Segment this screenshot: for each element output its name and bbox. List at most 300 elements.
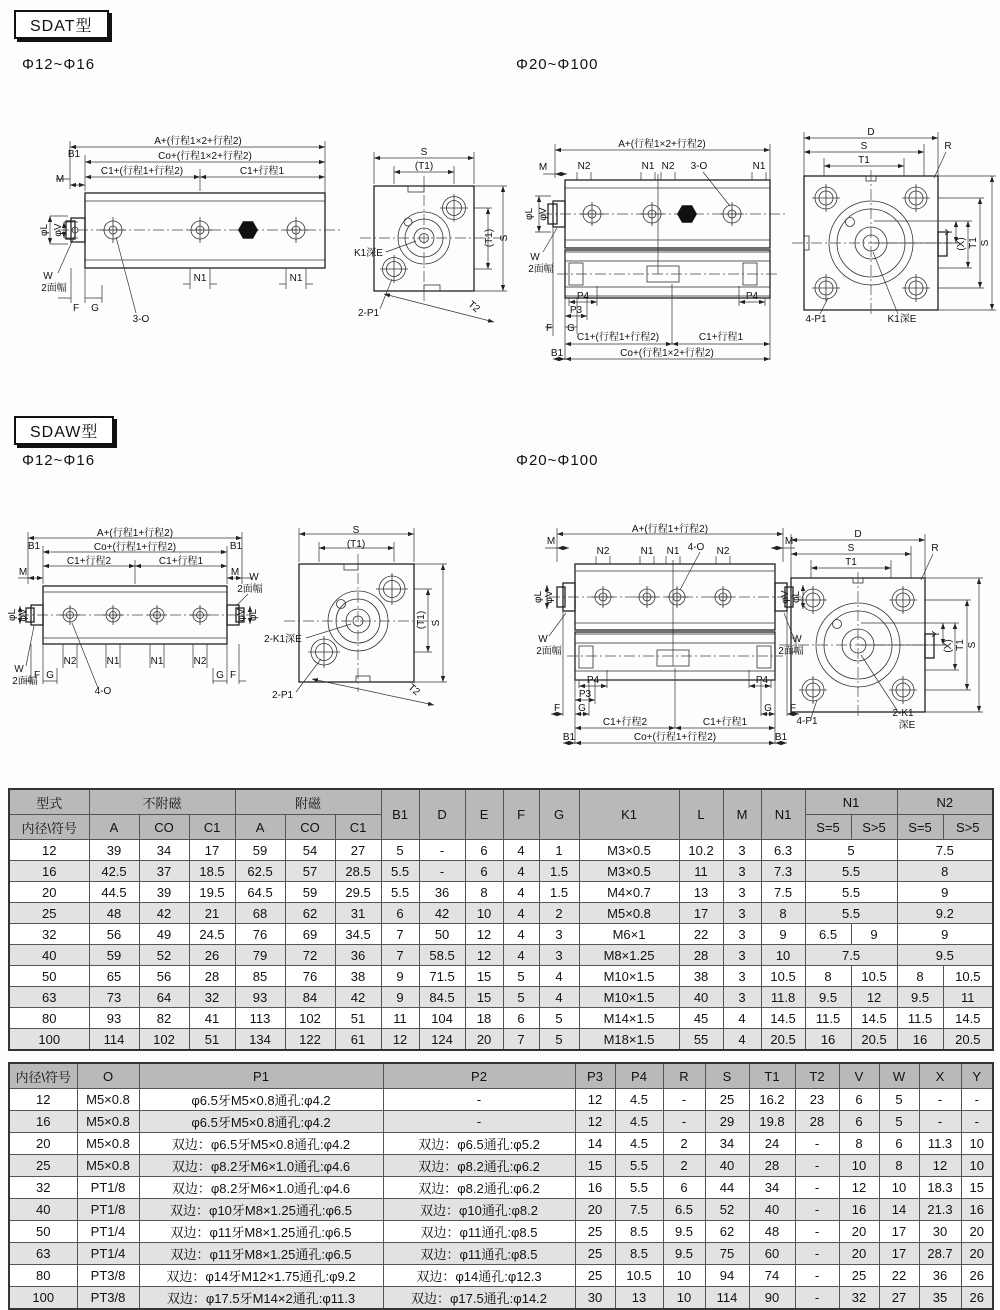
header-col: L xyxy=(679,789,723,840)
table-cell: 7.5 xyxy=(897,840,993,861)
dim-label: φL xyxy=(248,608,259,622)
dim-label: B1 xyxy=(774,732,788,743)
table-cell: 30 xyxy=(919,1221,961,1243)
dim-label: C1+行程2 xyxy=(602,717,648,728)
header-col: P2 xyxy=(383,1063,575,1089)
table-cell: 6 xyxy=(465,840,503,861)
table-cell: 双边：φ11通孔:φ8.5 xyxy=(383,1221,575,1243)
table-cell: 36 xyxy=(919,1265,961,1287)
table-cell: 90 xyxy=(749,1287,795,1310)
dim-label: Co+(行程1×2+行程2) xyxy=(620,348,714,359)
header-col: D xyxy=(419,789,465,840)
table-cell: 4 xyxy=(503,840,539,861)
table-cell: 10 xyxy=(879,1177,919,1199)
table-cell: 28.5 xyxy=(335,861,381,882)
dim-label: (X) xyxy=(943,639,954,653)
table-cell: 50 xyxy=(9,1221,77,1243)
table-cell: 25 xyxy=(575,1265,615,1287)
table-cell: 双边：φ17.5通孔:φ14.2 xyxy=(383,1287,575,1310)
table-cell: 8.5 xyxy=(615,1243,663,1265)
dim-label: S xyxy=(847,543,855,554)
table-cell: 85 xyxy=(235,966,285,987)
table-cell: 4 xyxy=(723,1008,761,1029)
table-cell: φ6.5牙M5×0.8通孔:φ4.2 xyxy=(139,1111,383,1133)
table-cell: 9 xyxy=(761,924,805,945)
dimension-table-ports xyxy=(8,1062,994,1310)
table-cell: 42 xyxy=(419,903,465,924)
dim-label: 2面幅 xyxy=(778,646,804,657)
table-cell: 18 xyxy=(465,1008,503,1029)
table-cell: 双边：φ11通孔:φ8.5 xyxy=(383,1243,575,1265)
dim-label: 2-P1 xyxy=(358,308,380,319)
table-row xyxy=(9,840,993,861)
guide-rail xyxy=(557,250,777,298)
dim-label: A+(行程1×2+行程2) xyxy=(618,139,706,150)
table-cell: 100 xyxy=(9,1029,89,1051)
table-cell: 15 xyxy=(465,966,503,987)
header-col: F xyxy=(503,789,539,840)
table-cell: 9 xyxy=(897,882,993,903)
table-cell: 双边：φ8.2通孔:φ6.2 xyxy=(383,1155,575,1177)
table-cell: 69 xyxy=(285,924,335,945)
table-cell: 63 xyxy=(9,987,89,1008)
dim-label: S xyxy=(980,239,991,247)
table-cell: 2 xyxy=(663,1155,705,1177)
header-col: S xyxy=(705,1063,749,1089)
table-cell: 64 xyxy=(139,987,189,1008)
table-cell: 22 xyxy=(879,1265,919,1287)
table-row xyxy=(9,1265,993,1287)
dim-label: G xyxy=(567,323,575,334)
table-cell: 59 xyxy=(89,945,139,966)
table-cell: PT1/4 xyxy=(77,1221,139,1243)
table-cell: 94 xyxy=(705,1265,749,1287)
sdaw-small-end-drawing xyxy=(264,524,454,709)
table-cell: 15 xyxy=(961,1177,993,1199)
table-cell: PT3/8 xyxy=(77,1265,139,1287)
dim-label: φL xyxy=(533,590,544,604)
header-col: M xyxy=(723,789,761,840)
table-cell: 6.5 xyxy=(805,924,851,945)
dim-label: M xyxy=(55,174,65,185)
table-cell: 37 xyxy=(139,861,189,882)
table-cell: 102 xyxy=(139,1029,189,1051)
table-cell: 双边：φ8.2通孔:φ6.2 xyxy=(383,1177,575,1199)
table-cell: 51 xyxy=(335,1008,381,1029)
table-cell: 8 xyxy=(839,1133,879,1155)
table-cell: 113 xyxy=(235,1008,285,1029)
hex-socket xyxy=(238,221,258,238)
table-cell: 6.3 xyxy=(761,840,805,861)
table-cell: 11.5 xyxy=(897,1008,943,1029)
table-cell: 9.5 xyxy=(897,945,993,966)
table-cell: 82 xyxy=(139,1008,189,1029)
table-cell: 3 xyxy=(723,945,761,966)
table-cell: 74 xyxy=(749,1265,795,1287)
table-cell: 54 xyxy=(285,840,335,861)
sdaw-small-side-drawing xyxy=(7,528,263,706)
dim-label: N2 xyxy=(63,656,77,667)
dim-label: W xyxy=(249,572,259,583)
table-cell: - xyxy=(795,1221,839,1243)
dim-label: N1 xyxy=(641,161,655,172)
table-cell: 4 xyxy=(539,966,579,987)
header-col: T1 xyxy=(749,1063,795,1089)
table-cell: 14.5 xyxy=(851,1008,897,1029)
table-cell: 7 xyxy=(381,924,419,945)
table-cell: 双边：φ6.5牙M5×0.8通孔:φ4.2 xyxy=(139,1133,383,1155)
table-cell: 80 xyxy=(9,1265,77,1287)
table-cell: 5 xyxy=(805,840,897,861)
table-cell: 17 xyxy=(879,1243,919,1265)
table-cell: 84.5 xyxy=(419,987,465,1008)
dim-label: F xyxy=(545,323,553,334)
table-cell: 23 xyxy=(795,1089,839,1111)
table-cell: 4 xyxy=(503,861,539,882)
table-cell: 114 xyxy=(705,1287,749,1310)
table-cell: 93 xyxy=(235,987,285,1008)
dim-label: C1+行程1 xyxy=(239,166,285,177)
table-cell: 双边：φ10牙M8×1.25通孔:φ6.5 xyxy=(139,1199,383,1221)
sdat-large-side-drawing xyxy=(524,138,792,366)
table-cell: 10 xyxy=(839,1155,879,1177)
dim-label: C1+行程1 xyxy=(698,332,744,343)
dim-label: 4-O xyxy=(687,542,705,553)
table-cell: 9.5 xyxy=(897,987,943,1008)
table-cell: 双边：φ8.2牙M6×1.0通孔:φ4.6 xyxy=(139,1177,383,1199)
table-cell: 24 xyxy=(749,1133,795,1155)
table-cell: 28 xyxy=(795,1111,839,1133)
table-cell: 17 xyxy=(879,1221,919,1243)
table-cell: 10 xyxy=(663,1287,705,1310)
table-cell: 32 xyxy=(839,1287,879,1310)
dim-label: (X) xyxy=(956,237,967,251)
table-cell: 8.5 xyxy=(615,1221,663,1243)
table-cell: 48 xyxy=(749,1221,795,1243)
table-cell: - xyxy=(663,1089,705,1111)
bore-range-sdaw-small: Φ12~Φ16 xyxy=(22,452,96,469)
table-cell: 16 xyxy=(961,1199,993,1221)
header-sub: CO xyxy=(285,815,335,840)
table-cell: 5 xyxy=(503,966,539,987)
table-cell: 7 xyxy=(503,1029,539,1051)
header-sub: A xyxy=(235,815,285,840)
table-cell: - xyxy=(919,1111,961,1133)
sdaw-large-side-drawing xyxy=(535,524,805,754)
table-cell: 35 xyxy=(919,1287,961,1310)
table-cell: M18×1.5 xyxy=(579,1029,679,1051)
table-cell: - xyxy=(419,840,465,861)
table-cell: 5.5 xyxy=(615,1155,663,1177)
table-cell: 44.5 xyxy=(89,882,139,903)
table-cell: 32 xyxy=(9,1177,77,1199)
dim-label: N1 xyxy=(752,161,766,172)
table-cell: 12 xyxy=(9,1089,77,1111)
table-cell: 25 xyxy=(705,1089,749,1111)
table-cell: 8 xyxy=(465,882,503,903)
dim-label: F xyxy=(33,670,41,681)
table-cell: PT1/8 xyxy=(77,1177,139,1199)
table-cell: 12 xyxy=(575,1089,615,1111)
table-cell: 10 xyxy=(761,945,805,966)
dim-label: (T1) xyxy=(416,610,427,630)
dim-label: W xyxy=(530,252,540,263)
dim-label: Co+(行程1×2+行程2) xyxy=(158,151,252,162)
dim-label: F xyxy=(229,670,237,681)
table-cell: 4 xyxy=(503,945,539,966)
table-cell: 6 xyxy=(465,861,503,882)
table-cell: 38 xyxy=(679,966,723,987)
table-cell: 10.5 xyxy=(943,966,993,987)
table-cell: 3 xyxy=(723,966,761,987)
dim-label: 2-K1深E xyxy=(264,634,302,645)
sdat-small-side-drawing xyxy=(38,133,353,358)
table-cell: 16 xyxy=(805,1029,851,1051)
dim-label: S xyxy=(420,147,428,158)
header-sub: C1 xyxy=(335,815,381,840)
table-cell: 42 xyxy=(139,903,189,924)
table-cell: 21.3 xyxy=(919,1199,961,1221)
table-cell: 24.5 xyxy=(189,924,235,945)
table-cell: 4 xyxy=(503,882,539,903)
dim-label: B1 xyxy=(550,348,564,359)
table-row xyxy=(9,1029,993,1051)
dim-label: D xyxy=(867,127,875,138)
table-cell: 9 xyxy=(851,924,897,945)
table-cell: 80 xyxy=(9,1008,89,1029)
dim-label: N2 xyxy=(596,546,610,557)
dim-label: F xyxy=(553,703,561,714)
table-cell: 3 xyxy=(723,987,761,1008)
dim-label: T1 xyxy=(858,155,870,166)
table-cell: - xyxy=(961,1111,993,1133)
table-cell: 9 xyxy=(381,987,419,1008)
table-cell: 5 xyxy=(539,1008,579,1029)
header-col: K1 xyxy=(579,789,679,840)
dim-label: A+(行程1×2+行程2) xyxy=(154,136,242,147)
table-cell: PT1/8 xyxy=(77,1199,139,1221)
table-cell: 75 xyxy=(705,1243,749,1265)
header-sub: CO xyxy=(139,815,189,840)
table-cell: M3×0.5 xyxy=(579,861,679,882)
table-cell: 76 xyxy=(235,924,285,945)
table-cell: 32 xyxy=(9,924,89,945)
dim-label: G xyxy=(46,670,54,681)
dim-label: P3 xyxy=(578,689,592,700)
section-title-sdaw: SDAW型 xyxy=(14,416,114,445)
dim-label: T2 xyxy=(465,299,482,316)
table-cell: 16.2 xyxy=(749,1089,795,1111)
dim-label: F xyxy=(789,703,797,714)
table-cell: M10×1.5 xyxy=(579,987,679,1008)
table-cell: 16 xyxy=(897,1029,943,1051)
dim-label: B1 xyxy=(562,732,576,743)
header-col: N1 xyxy=(761,789,805,840)
header-s5: S=5 xyxy=(805,815,851,840)
table-cell: 114 xyxy=(89,1029,139,1051)
table-cell: 42.5 xyxy=(89,861,139,882)
table-cell: 79 xyxy=(235,945,285,966)
header-col: O xyxy=(77,1063,139,1089)
table-cell: 122 xyxy=(285,1029,335,1051)
dim-label: (T1) xyxy=(414,161,434,172)
table-cell: M6×1 xyxy=(579,924,679,945)
table-cell: 5 xyxy=(381,840,419,861)
dim-label: S xyxy=(352,525,360,536)
table-cell: 11 xyxy=(943,987,993,1008)
table-cell: 72 xyxy=(285,945,335,966)
table-cell: 40 xyxy=(705,1155,749,1177)
dim-label: B1 xyxy=(229,541,243,552)
dim-label: T1 xyxy=(845,557,857,568)
bore-range-sdat-large: Φ20~Φ100 xyxy=(516,56,599,73)
table-row xyxy=(9,1155,993,1177)
table-cell: M5×0.8 xyxy=(77,1111,139,1133)
dim-label: 深E xyxy=(898,720,916,731)
table-cell: 40 xyxy=(679,987,723,1008)
table-cell: 134 xyxy=(235,1029,285,1051)
dim-label: 2面幅 xyxy=(12,676,38,687)
table-cell: 25 xyxy=(839,1265,879,1287)
table-cell: 17 xyxy=(679,903,723,924)
table-cell: 双边：φ11牙M8×1.25通孔:φ6.5 xyxy=(139,1243,383,1265)
table-cell: 9.5 xyxy=(663,1243,705,1265)
table-cell: 20 xyxy=(465,1029,503,1051)
table-cell: 124 xyxy=(419,1029,465,1051)
sdat-large-end-drawing xyxy=(786,126,998,324)
dim-label: P3 xyxy=(569,305,583,316)
header-col: R xyxy=(663,1063,705,1089)
dim-label: K1深E xyxy=(887,314,917,325)
table-cell: 双边：φ17.5牙M14×2通孔:φ11.3 xyxy=(139,1287,383,1310)
table-cell: 16 xyxy=(575,1177,615,1199)
dim-label: B1 xyxy=(27,541,41,552)
table-cell: 39 xyxy=(139,882,189,903)
dim-label: N1 xyxy=(666,546,680,557)
table-header xyxy=(9,1063,993,1089)
table-cell: 11.5 xyxy=(805,1008,851,1029)
dim-label: T2 xyxy=(405,682,422,699)
table-cell: 9.5 xyxy=(663,1221,705,1243)
table-cell: 7.5 xyxy=(805,945,897,966)
dim-label: N1 xyxy=(193,273,207,284)
table-cell: 58.5 xyxy=(419,945,465,966)
dim-label: φV xyxy=(544,590,555,604)
dim-label: 2-K1 xyxy=(892,708,914,719)
table-cell: 10 xyxy=(465,903,503,924)
table-cell: 6 xyxy=(879,1133,919,1155)
table-cell: 6 xyxy=(663,1177,705,1199)
dim-label: W xyxy=(14,664,24,675)
table-cell: - xyxy=(795,1287,839,1310)
table-cell: 18.3 xyxy=(919,1177,961,1199)
table-cell: 55 xyxy=(679,1029,723,1051)
dim-label: 2-P1 xyxy=(272,690,294,701)
table-cell: - xyxy=(795,1265,839,1287)
table-header xyxy=(9,789,993,840)
table-row xyxy=(9,1089,993,1111)
table-cell: 63 xyxy=(9,1243,77,1265)
dim-label: C1+行程2 xyxy=(66,556,112,567)
header-col: X xyxy=(919,1063,961,1089)
dim-label: Co+(行程1+行程2) xyxy=(633,732,717,743)
table-cell: 9.5 xyxy=(805,987,851,1008)
table-cell: 11.3 xyxy=(919,1133,961,1155)
table-cell: 28 xyxy=(679,945,723,966)
table-cell: 28 xyxy=(189,966,235,987)
table-cell: 38 xyxy=(335,966,381,987)
table-row xyxy=(9,1199,993,1221)
table-cell: φ6.5牙M5×0.8通孔:φ4.2 xyxy=(139,1089,383,1111)
dim-label: W xyxy=(792,634,802,645)
table-cell: 双边：φ14通孔:φ12.3 xyxy=(383,1265,575,1287)
dim-label: R xyxy=(944,141,952,152)
dim-label: 2面幅 xyxy=(41,283,67,294)
header-sgt5: S>5 xyxy=(851,815,897,840)
dim-label: C1+行程1 xyxy=(702,717,748,728)
table-cell: 10.5 xyxy=(851,966,897,987)
table-cell: 2 xyxy=(663,1133,705,1155)
table-cell: 40 xyxy=(9,1199,77,1221)
dim-label: G xyxy=(578,703,586,714)
dim-label: φV xyxy=(538,207,549,221)
table-cell: 10 xyxy=(663,1265,705,1287)
table-cell: - xyxy=(795,1199,839,1221)
table-cell: 6.5 xyxy=(663,1199,705,1221)
table-cell: 14 xyxy=(879,1199,919,1221)
table-row xyxy=(9,882,993,903)
table-cell: M5×0.8 xyxy=(579,903,679,924)
table-cell: 9.2 xyxy=(897,903,993,924)
dim-label: N2 xyxy=(193,656,207,667)
dim-label: Y xyxy=(931,630,942,638)
dim-label: φL xyxy=(524,207,535,221)
table-cell: 34 xyxy=(139,840,189,861)
dim-label: G xyxy=(91,303,99,314)
table-cell: 41 xyxy=(189,1008,235,1029)
table-cell: 8 xyxy=(761,903,805,924)
table-cell: 20.5 xyxy=(943,1029,993,1051)
table-cell: 36 xyxy=(419,882,465,903)
table-cell: - xyxy=(663,1111,705,1133)
table-cell: 2 xyxy=(539,903,579,924)
table-cell: M10×1.5 xyxy=(579,966,679,987)
table-cell: 28.7 xyxy=(919,1243,961,1265)
table-cell: 7 xyxy=(381,945,419,966)
table-cell: 5 xyxy=(539,1029,579,1051)
dim-label: C1+(行程1+行程2) xyxy=(576,332,660,343)
table-row xyxy=(9,1221,993,1243)
dim-label: φL xyxy=(791,590,802,604)
table-cell: 100 xyxy=(9,1287,77,1310)
table-cell: 84 xyxy=(285,987,335,1008)
table-row xyxy=(9,1177,993,1199)
table-cell: - xyxy=(961,1089,993,1111)
dim-label: 2面幅 xyxy=(536,646,562,657)
table-cell: - xyxy=(795,1243,839,1265)
dim-label: M xyxy=(538,162,548,173)
table-cell: 14.5 xyxy=(761,1008,805,1029)
dim-label: 2面幅 xyxy=(237,584,263,595)
dim-label: N2 xyxy=(661,161,675,172)
table-cell: 16 xyxy=(839,1199,879,1221)
header-s5: S=5 xyxy=(897,815,943,840)
table-row xyxy=(9,924,993,945)
table-cell: 25 xyxy=(575,1243,615,1265)
table-cell: 4 xyxy=(503,924,539,945)
dim-label: T1 xyxy=(955,639,966,651)
dim-label: N2 xyxy=(716,546,730,557)
